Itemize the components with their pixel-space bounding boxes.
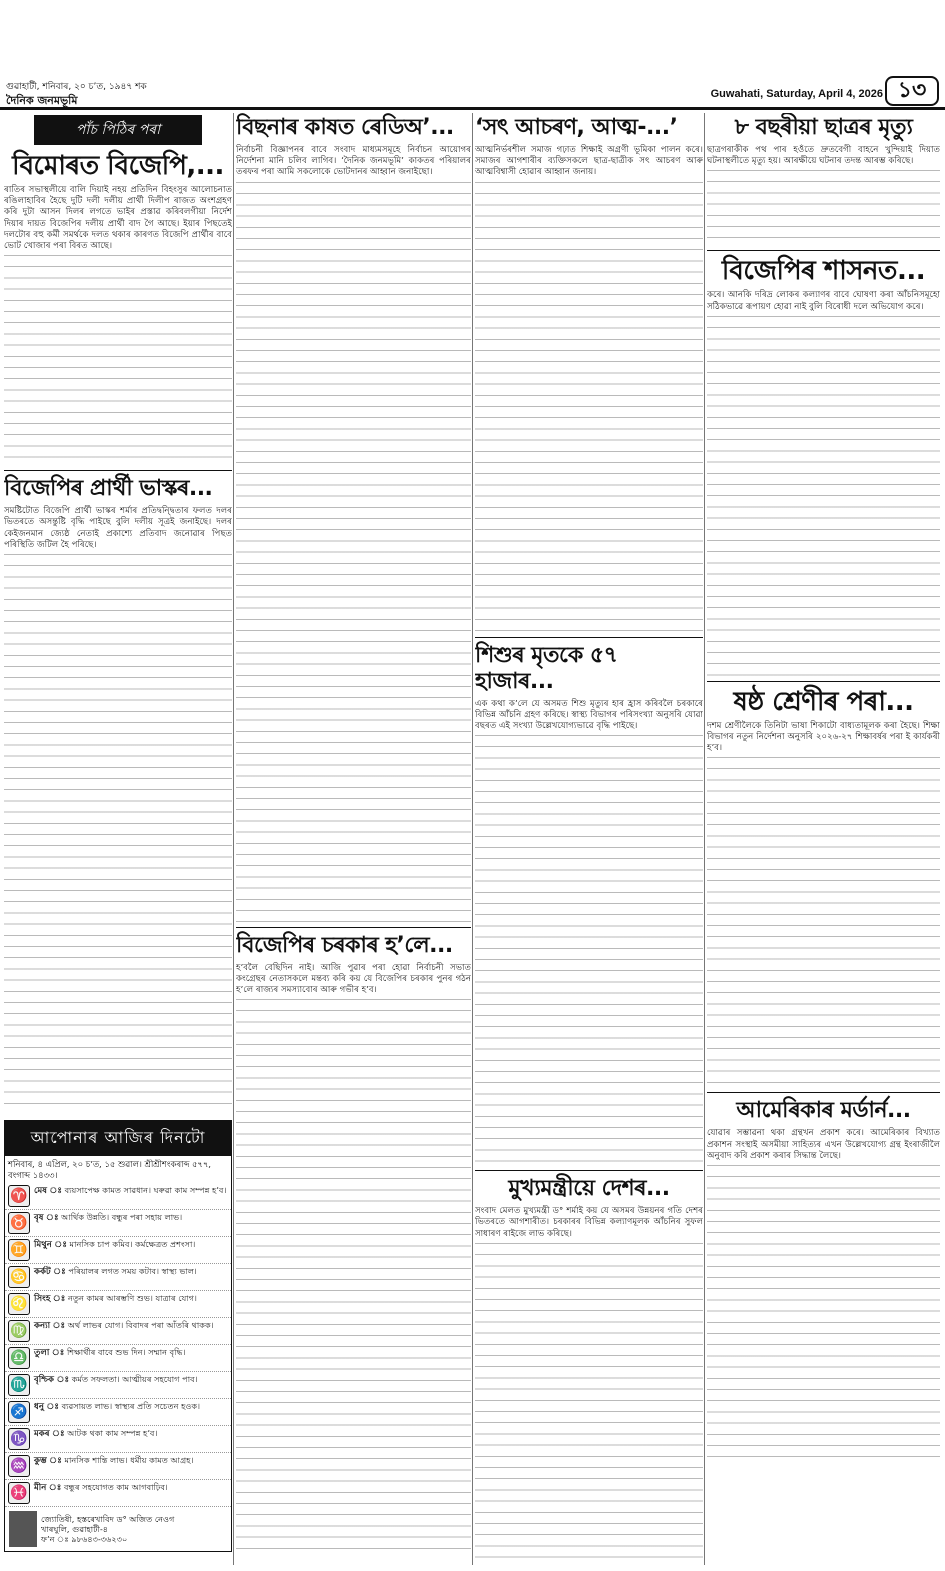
dateline-right: Guwahati, Saturday, April 4, 2026	[710, 88, 883, 100]
zodiac-forecast: অৰ্থ লাভৰ যোগ। বিবাদৰ পৰা আঁতৰি থাকক।	[67, 1320, 214, 1331]
zodiac-name: কন্যা ঃ	[34, 1321, 66, 1332]
zodiac-forecast: কৰ্মত সফলতা। আত্মীয়ৰ সহযোগ পাব।	[71, 1374, 198, 1385]
astrologer-photo	[9, 1511, 37, 1547]
article-continuation	[4, 554, 232, 1114]
zodiac-icon: ♏	[8, 1374, 30, 1396]
divider	[236, 927, 471, 928]
zodiac-icon: ♌	[8, 1293, 30, 1315]
divider	[475, 637, 703, 638]
zodiac-forecast: মানসিক শান্তি লাভ। ধৰ্মীয় কামত আগ্ৰহ।	[64, 1455, 194, 1466]
zodiac-forecast: আৰ্থিক উন্নতি। বন্ধুৰ পৰা সহায় লাভ।	[61, 1212, 183, 1223]
masthead-rule	[0, 107, 945, 110]
zodiac-forecast: বন্ধুৰ সহযোগত কাম আগবাঢ়িব।	[63, 1482, 168, 1493]
horoscope-row	[5, 1318, 231, 1345]
article-continuation	[236, 999, 471, 1559]
column-divider	[472, 113, 473, 1565]
article-continuation	[236, 182, 471, 922]
zodiac-icon: ♓	[8, 1482, 30, 1504]
headline-chief-minister: মুখ্যমন্ত্ৰীয়ে দেশৰ...	[508, 1176, 670, 1202]
astrologer-name: জ্যোতিষী, হস্তৰেখাবিদ ড° অজিত নেওগ	[41, 1513, 175, 1524]
horoscope-row	[5, 1453, 231, 1480]
horoscope-row	[5, 1345, 231, 1372]
page-number: ১৩	[885, 76, 939, 106]
horoscope-row	[5, 1426, 231, 1453]
divider	[707, 1092, 940, 1093]
divider	[475, 1170, 703, 1171]
astrologer-phone: ফ’ন ঃ ৯৮৬৪৩-৩৬২৩০	[41, 1534, 128, 1545]
horoscope-row	[5, 1237, 231, 1264]
horoscope-title: আপোনাৰ আজিৰ দিনটো	[5, 1121, 231, 1156]
masthead	[0, 0, 945, 106]
article-body: দশম শ্ৰেণীলৈকে তিনিটা ভাষা শিকাটো বাধ্যতামূলক কৰা হৈছে। শিক্ষা বিভাগৰ নতুন নিৰ্দেশনা অনুসৰি ২০২৬-২৭ শিক্ষাবৰ্ষৰ পৰা ই কাৰ্যকৰী হ’ব।	[707, 720, 940, 754]
divider	[707, 681, 940, 682]
column-2	[236, 113, 471, 1565]
headline-good-conduct: ‘সৎ আচৰণ, আত্ম-...’	[475, 115, 678, 140]
article-body: এক কথা ক’লে যে অসমত শিশু মৃত্যুৰ হাৰ হ্ৰাস কৰিবলৈ চৰকাৰে বিভিন্ন আঁচনি গ্ৰহণ কৰিছে। স্বাস্থ্য বিভাগৰ পৰিসংখ্যা অনুসৰি যোৱা বছৰত এই সংখ্যা উল্লেখযোগ্যভাৱে বৃদ্ধি পাইছে।	[475, 698, 703, 732]
headline-bjp-govt: বিজেপিৰ চৰকাৰ হ’লে...	[236, 932, 453, 958]
article-continuation	[707, 1165, 940, 1465]
article-continuation	[707, 170, 940, 245]
zodiac-name: কুম্ভ ঃ	[34, 1456, 62, 1467]
horoscope-row	[5, 1291, 231, 1318]
article-continuation	[475, 735, 703, 1165]
article-body: কৰে। আনকি দৰিদ্ৰ লোকৰ কল্যাণৰ বাবে ঘোষণা কৰা আঁচনিসমূহো সঠিকভাৱে ৰূপায়ণ হোৱা নাই বুলি বিৰোধী দলে অভিযোগ কৰে।	[707, 290, 940, 312]
column-1	[4, 113, 232, 1565]
horoscope-row	[5, 1480, 231, 1507]
headline-bjp-candidate: বিজেপিৰ প্ৰাৰ্থী ভাস্কৰ...	[4, 476, 213, 502]
divider	[707, 250, 940, 251]
headline-radio: বিছনাৰ কাষত ৰেডিঅ’...	[236, 115, 454, 140]
headline-child-death: শিশুৰ মৃতকে ৫৭ হাজাৰ...	[475, 642, 618, 694]
article-continuation	[4, 255, 232, 465]
newspaper-name: দৈনিক জনমভূমি	[6, 94, 78, 107]
headline-class-six: ষষ্ঠ শ্ৰেণীৰ পৰা...	[733, 686, 914, 717]
zodiac-icon: ♐	[8, 1401, 30, 1423]
zodiac-name: মেষ ঃ	[34, 1186, 63, 1197]
zodiac-icon: ♊	[8, 1239, 30, 1261]
dateline-left: গুৱাহাটী, শনিবাৰ, ২০ চ’ত, ১৯৪৭ শক	[6, 82, 147, 92]
zodiac-name: বৃশ্চিক ঃ	[34, 1375, 70, 1386]
zodiac-name: মকৰ ঃ	[34, 1429, 65, 1440]
article-body: সমষ্টিটোত বিজেপি প্ৰাৰ্থী ভাস্কৰ শৰ্মাৰ প্ৰতিদ্বন্দ্বিতাৰ ফলত দলৰ ভিতৰতে অসন্তুষ্টি বৃদ্ধি পাইছে বুলি দলীয় সূত্ৰই জনাইছে। দলৰ কেইজনমান জ্যেষ্ঠ নেতাই প্ৰকাশ্যে প্ৰতিবাদ জনোৱাৰ পিছত পৰিস্থিতি জটিল হৈ পৰিছে।	[4, 506, 232, 550]
article-body: আত্মনিৰ্ভৰশীল সমাজ গঢ়াত শিক্ষাই অগ্ৰণী ভূমিকা পালন কৰে। সমাজৰ আগশাৰীৰ ব্যক্তিসকলে ছাত্ৰ-ছাত্ৰীক সৎ আচৰণ আৰু আত্মবিশ্বাসী হোৱাৰ আহ্বান জনায়।	[475, 145, 703, 178]
article-continuation	[707, 316, 940, 676]
horoscope-row	[5, 1210, 231, 1237]
article-continuation	[707, 757, 940, 1087]
zodiac-name: মিথুন ঃ	[34, 1240, 67, 1251]
article-body: সংবাদ মেলত মুখ্যমন্ত্ৰী ড° শৰ্মাই কয় যে অসমৰ উন্নয়নৰ গতি দেশৰ ভিতৰতে আগশাৰীত। চৰকাৰৰ বিভিন্ন কল্যাণমূলক আঁচনিৰ সুফল সাধাৰণ ৰাইজে লাভ কৰিছে।	[475, 1206, 703, 1239]
article-continuation	[475, 182, 703, 632]
article-body: নিৰ্বাচনী বিজ্ঞাপনৰ বাবে সংবাদ মাধ্যমসমূহে নিৰ্বাচন আয়োগৰ নিৰ্দেশনা মানি চলিব লাগিব। ‘দৈনিক জনমভূমি’ কাকতৰ পৰিয়ালৰ তৰফৰ পৰা আমি সকলোকে ভোটদানৰ আহ্বান জনাইছো।	[236, 145, 471, 178]
zodiac-forecast: ব্যৱসায়ত লাভ। স্বাস্থ্যৰ প্ৰতি সচেতন হওক।	[61, 1401, 201, 1412]
zodiac-name: মীন ঃ	[34, 1483, 62, 1494]
headline-student-death: ৮ বছৰীয়া ছাত্ৰৰ মৃত্যু	[734, 115, 913, 140]
zodiac-icon: ♍	[8, 1320, 30, 1342]
zodiac-forecast: নতুন কামৰ আৰম্ভণি শুভ। যাত্ৰাৰ যোগ।	[67, 1293, 197, 1304]
article-body: ৰাতিৰ সভাস্থলীয়ে বালি দিয়াই নহয় প্ৰতিদিন বিহংসুৰ আলোচনাত ৰঙিলাহাবিৰ হৈছে দুটি দলী দলীয় প্ৰাৰ্থী দিলীপ ৰাজত অংশগ্ৰহণ কৰি দুটা আসন দিলৰ লগতে ভাইৰ প্ৰস্তাৱ কৰিবলগীয়া নিৰ্দেশ দিয়াৰ দায়ত বিজেপিৰ দলীয় প্ৰাৰ্থী বাদ গৈ আছে। ইয়াৰ পিছতেই দলটোৰ বহু কৰ্মী সমৰ্থকে দলত থকাৰ কাৰণত বিজেপি প্ৰাৰ্থীৰ বাবে ভোট খোজাৰ পৰা বিৰত আছে।	[4, 185, 232, 252]
zodiac-name: কৰ্কট ঃ	[34, 1267, 66, 1278]
zodiac-name: বৃষ ঃ	[34, 1213, 59, 1224]
horoscope-row	[5, 1183, 231, 1210]
zodiac-icon: ♉	[8, 1212, 30, 1234]
headline-bjp-rule: বিজেপিৰ শাসনত...	[721, 256, 926, 287]
zodiac-name: ধনু ঃ	[34, 1402, 59, 1413]
article-body: যোৱাৰ সম্ভাৱনা থকা গ্ৰন্থখন প্ৰকাশ কৰে। আমেৰিকাৰ বিখ্যাত প্ৰকাশন সংস্থাই অসমীয়া সাহিত্যৰ এখন উল্লেখযোগ্য গ্ৰন্থ ইংৰাজীলৈ অনুবাদ কৰি প্ৰকাশ কৰাৰ সিদ্ধান্ত লৈছে।	[707, 1128, 940, 1161]
zodiac-forecast: আটক থকা কাম সম্পন্ন হ’ব।	[67, 1428, 158, 1439]
headline-american-modern: আমেৰিকাৰ মৰ্ডাৰ্ন...	[736, 1098, 911, 1124]
horoscope-row	[5, 1264, 231, 1291]
zodiac-name: সিংহ ঃ	[34, 1294, 66, 1305]
astrologer-address: খাৰঘুলি, গুৱাহাটী-৪	[41, 1524, 109, 1535]
zodiac-list	[5, 1183, 231, 1507]
divider	[4, 470, 232, 471]
horoscope-row	[5, 1372, 231, 1399]
horoscope-box	[4, 1120, 232, 1552]
article-body: ছাত্ৰগৰাকীক পথ পাৰ হওঁতে দ্ৰুতবেগী বাহনে খুন্দিয়াই দিয়াত ঘটনাস্থলীতে মৃত্যু হয়। আৰক্ষীয়ে ঘটনাৰ তদন্ত আৰম্ভ কৰিছে।	[707, 145, 940, 167]
section-tag: পাঁচ পিঠিৰ পৰা	[34, 115, 202, 145]
article-body: হ’বলৈ বেছিদিন নাই। আজি পুৱাৰ পৰা হোৱা নিৰ্বাচনী সভাত কংগ্ৰেছৰ নেতাসকলে মন্তব্য কৰি কয় যে বিজেপিৰ চৰকাৰ পুনৰ গঠন হ’লে ৰাজ্যৰ সমস্যাবোৰ আৰু গভীৰ হ’ব।	[236, 962, 471, 996]
column-4	[707, 113, 940, 1565]
zodiac-icon: ♑	[8, 1428, 30, 1450]
astrologer-info	[5, 1507, 231, 1551]
zodiac-icon: ♎	[8, 1347, 30, 1369]
horoscope-intro: শনিবাৰ, ৪ এপ্ৰিল, ২০ চ’ত, ১৫ শুৱাল। শ্ৰীশ্ৰীশংকৰাব্দ ৫৭৭, বংগাব্দ ১৪৩৩।	[8, 1159, 211, 1180]
zodiac-forecast: ব্যয়সাপেক্ষ কামত সাৱধান। ঘৰুৱা কাম সম্পন্ন হ’ব।	[64, 1185, 227, 1196]
zodiac-forecast: মানসিক চাপ কমিব। কৰ্মক্ষেত্ৰত প্ৰশংসা।	[69, 1239, 196, 1250]
zodiac-icon: ♋	[8, 1266, 30, 1288]
zodiac-icon: ♒	[8, 1455, 30, 1477]
headline-bimorot: বিমোৰত বিজেপি,...	[12, 151, 224, 181]
column-3	[475, 113, 703, 1565]
zodiac-icon: ♈	[8, 1185, 30, 1207]
zodiac-forecast: পৰিয়ালৰ লগত সময় কটাব। স্বাস্থ্য ভাল।	[68, 1266, 197, 1277]
column-divider	[704, 113, 705, 1565]
column-divider	[233, 113, 234, 1565]
article-continuation	[475, 1243, 703, 1565]
horoscope-row	[5, 1399, 231, 1426]
zodiac-name: তুলা ঃ	[34, 1348, 65, 1359]
zodiac-forecast: শিক্ষাৰ্থীৰ বাবে শুভ দিন। সম্মান বৃদ্ধি।	[66, 1347, 186, 1358]
